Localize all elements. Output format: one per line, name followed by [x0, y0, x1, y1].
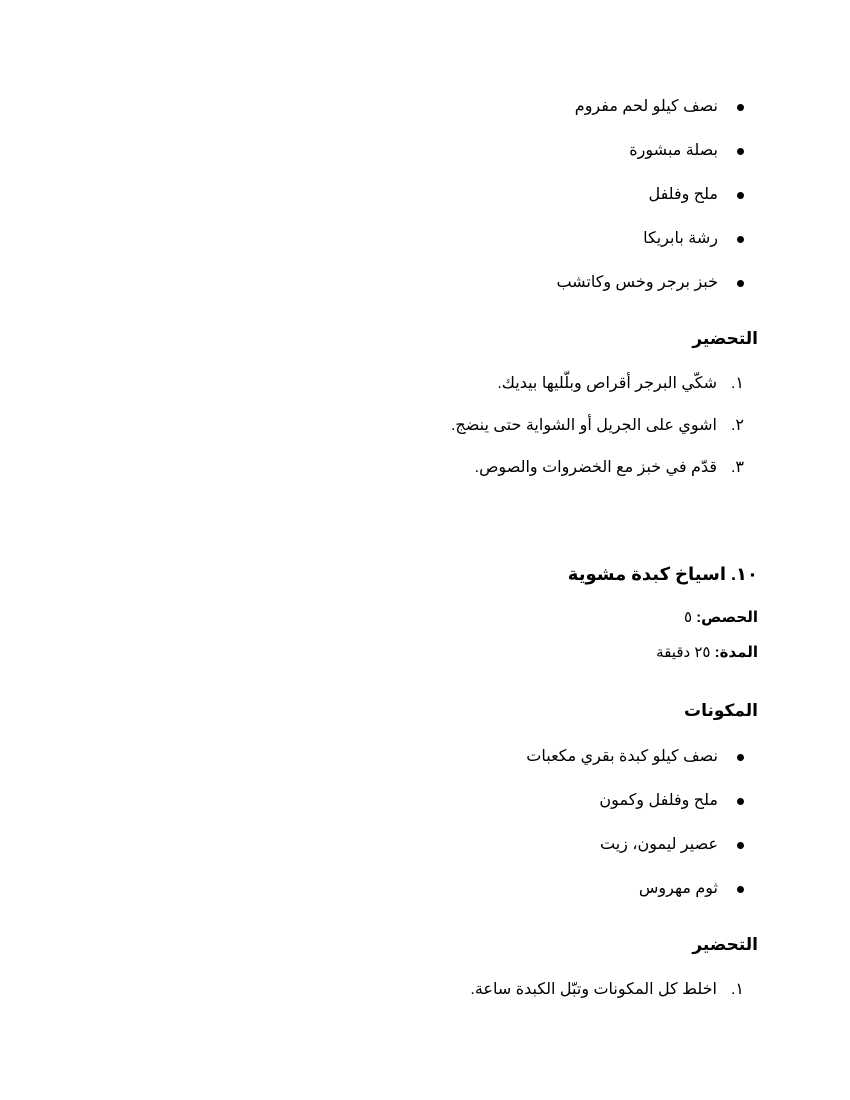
bullet [737, 798, 744, 805]
list-item: نصف كيلو كبدة بقري مكعبات [526, 748, 718, 765]
bullet [737, 148, 744, 155]
step-number: ٢. [730, 417, 744, 434]
preparation-heading: التحضير [692, 329, 758, 348]
list-item: نصف كيلو لحم مفروم [574, 98, 718, 115]
ingredients-heading: المكونات [683, 701, 758, 720]
step-number: ٣. [730, 459, 744, 476]
list-item: ملح وفلفل وكمون [599, 792, 718, 809]
recipe-title: ١٠. اسياخ كبدة مشوية [567, 564, 758, 584]
list-item: خبز برجر وخس وكاتشب [556, 274, 718, 291]
duration-label: المدة: [714, 644, 758, 661]
bullet [737, 192, 744, 199]
servings-value: ٥ [683, 609, 692, 626]
duration-value: ٢٥ دقيقة [656, 644, 711, 661]
step-text: اشوي على الجريل أو الشواية حتى ينضج. [450, 417, 717, 434]
step-number: ١. [730, 981, 744, 998]
step-text: اخلط كل المكونات وتبّل الكبدة ساعة. [470, 981, 717, 998]
step-number: ١. [730, 375, 744, 392]
bullet [737, 280, 744, 287]
bullet [737, 104, 744, 111]
bullet [737, 754, 744, 761]
servings-label: الحصص: [696, 609, 758, 626]
list-item: ملح وفلفل [648, 186, 718, 203]
list-item: رشة بابريكا [643, 230, 718, 247]
step-text: شكّي البرجر أقراص وبلّليها بيديك. [497, 375, 717, 392]
servings-line [684, 608, 758, 628]
list-item: عصير ليمون، زيت [600, 836, 718, 853]
bullet [737, 236, 744, 243]
list-item: ثوم مهروس [638, 880, 718, 897]
step-text: قدّم في خبز مع الخضروات والصوص. [474, 459, 717, 476]
preparation-heading: التحضير [692, 935, 758, 954]
duration-line [656, 643, 758, 663]
list-item: بصلة مبشورة [629, 142, 718, 159]
bullet [737, 886, 744, 893]
bullet [737, 842, 744, 849]
